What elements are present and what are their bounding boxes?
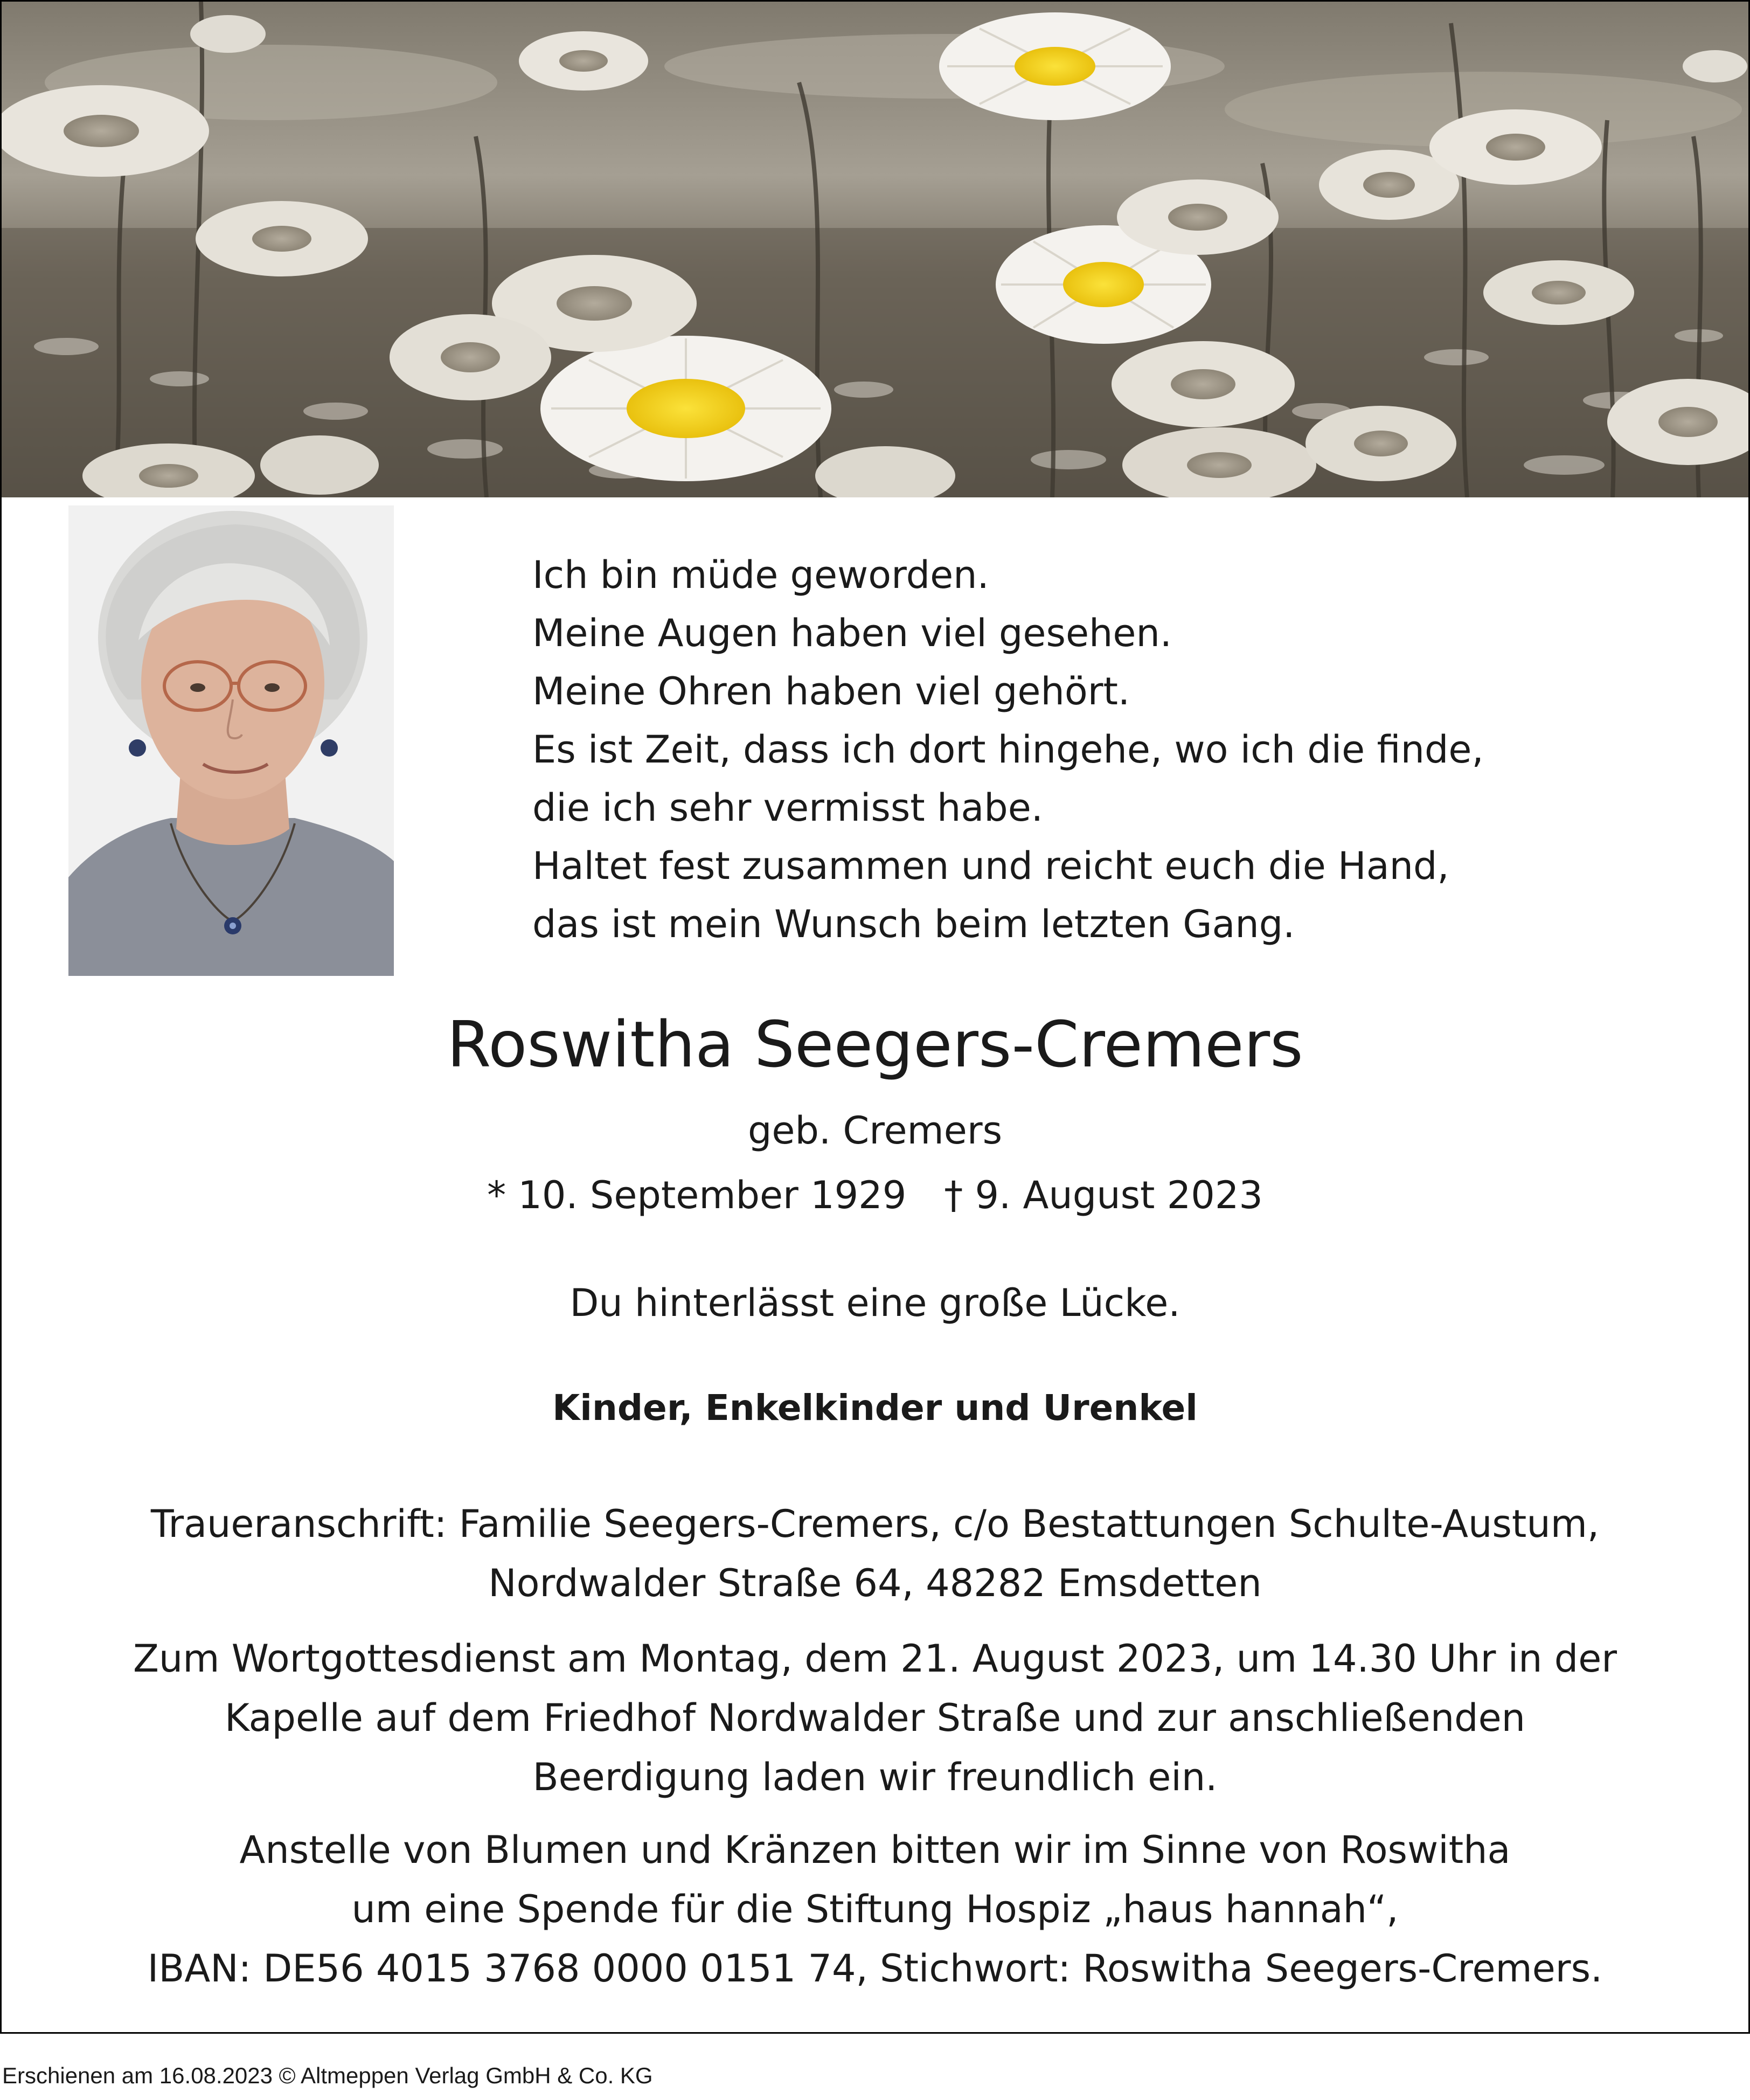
portrait-photo (68, 505, 394, 976)
poem-line: Es ist Zeit, dass ich dort hingehe, wo ich die finde, (532, 727, 1484, 772)
poem-line: die ich sehr vermisst habe. (532, 786, 1044, 830)
birth-date: * 10. September 1929 (487, 1173, 907, 1217)
donation-request (2, 1820, 1748, 1998)
tribute-line: Du hinterlässt eine große Lücke. (570, 1281, 1180, 1325)
signers: Kinder, Enkelkinder und Urenkel (552, 1387, 1198, 1429)
deceased-name: Roswitha Seegers-Cremers (447, 1007, 1303, 1082)
service-announcement (2, 1629, 1748, 1807)
service-line: Zum Wortgottesdienst am Montag, dem 21. August 2023, um 14.30 Uhr in der (133, 1637, 1617, 1681)
address-line: Nordwalder Straße 64, 48282 Emsdetten (488, 1561, 1262, 1605)
donation-line: IBAN: DE56 4015 3768 0000 0151 74, Stichwort: Roswitha Seegers-Cremers. (147, 1946, 1603, 1991)
address-line: Traueranschrift: Familie Seegers-Cremers, c/o Bestattungen Schulte-Austum, (150, 1502, 1600, 1546)
donation-line: um eine Spende für die Stiftung Hospiz „haus hannah“, (351, 1887, 1399, 1931)
daisy-meadow-banner (2, 2, 1748, 497)
poem-line: Meine Augen haben viel gesehen. (532, 611, 1172, 655)
poem-line: Ich bin müde geworden. (532, 553, 989, 597)
poem (532, 546, 1556, 953)
mourning-address (2, 1494, 1748, 1613)
donation-line: Anstelle von Blumen und Kränzen bitten wir im Sinne von Roswitha (239, 1828, 1511, 1872)
publication-footer: Erschienen am 16.08.2023 © Altmeppen Verlag GmbH & Co. KG (2, 2063, 653, 2088)
poem-line: Meine Ohren haben viel gehört. (532, 669, 1130, 713)
poem-line: das ist mein Wunsch beim letzten Gang. (532, 902, 1295, 946)
poem-line: Haltet fest zusammen und reicht euch die Hand, (532, 844, 1449, 888)
life-dates (2, 1168, 1748, 1222)
birth-name: geb. Cremers (747, 1108, 1003, 1153)
service-line: Kapelle auf dem Friedhof Nordwalder Straße und zur anschließenden (224, 1696, 1526, 1740)
death-date: † 9. August 2023 (944, 1173, 1263, 1217)
service-line: Beerdigung laden wir freundlich ein. (532, 1755, 1218, 1799)
